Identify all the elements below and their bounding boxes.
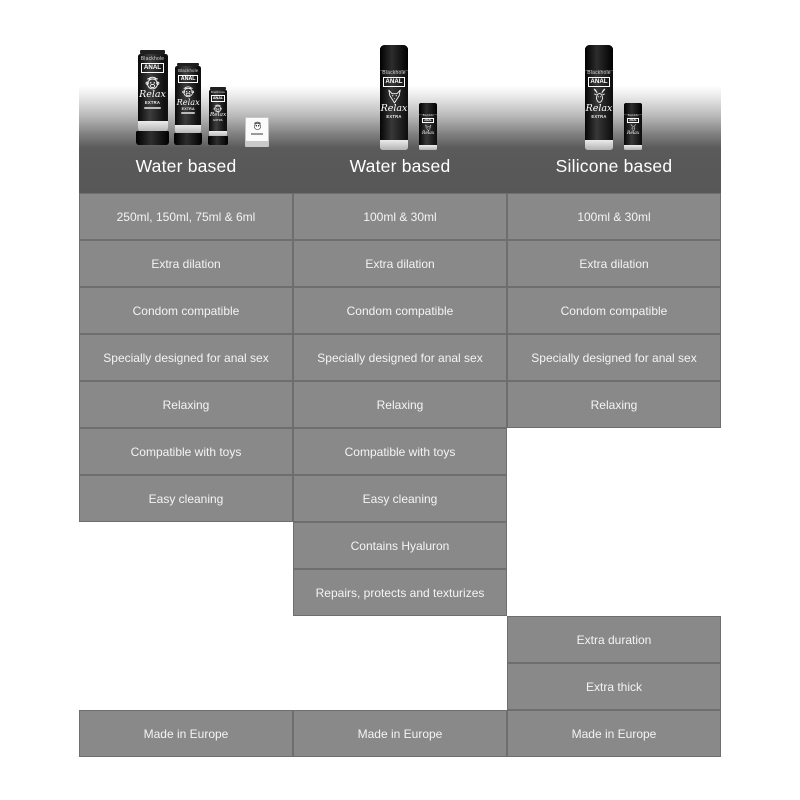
table-cell: Condom compatible [79, 287, 293, 334]
table-cell: 100ml & 30ml [507, 193, 721, 240]
gorilla-icon [252, 120, 263, 131]
table-cell: Made in Europe [293, 710, 507, 757]
table-cell [507, 569, 721, 616]
bottle-cap [380, 45, 408, 71]
table-cell: Relaxing [293, 381, 507, 428]
brand-label: Blackhole [627, 114, 639, 117]
product-line-label: ANAL [383, 77, 406, 87]
column-header-silicone: Silicone based [555, 156, 673, 176]
table-cell: Made in Europe [507, 710, 721, 757]
sachet-6ml [245, 117, 269, 147]
tube-cap [136, 131, 169, 146]
brand-label: Blackhole [140, 55, 165, 62]
table-cell: Easy cleaning [293, 475, 507, 522]
comparison-table [79, 193, 721, 757]
silver-band [624, 145, 642, 150]
product-line-label: ANAL [629, 117, 638, 122]
silver-band [138, 121, 168, 132]
product-line-label: ANAL [424, 117, 433, 122]
product-line-label: ANAL [141, 63, 164, 73]
brand-label: Blackhole [587, 69, 611, 76]
product-shot-water-bottles [375, 45, 475, 150]
brand-label: Blackhole [422, 114, 434, 117]
bottle-cap [585, 45, 613, 71]
relax-script-label: Relax [585, 102, 613, 114]
table-cell [79, 569, 293, 616]
table-cell: Extra dilation [79, 240, 293, 287]
product-line-label: ANAL [588, 77, 611, 87]
tube-150ml [174, 63, 202, 145]
table-cell: Specially designed for anal sex [79, 334, 293, 381]
tube-250ml [136, 50, 169, 145]
silver-band [585, 140, 613, 151]
table-cell: Relaxing [79, 381, 293, 428]
brand-label: Blackhole [178, 68, 199, 74]
relax-script-label: Relax [139, 88, 166, 100]
silver-band [419, 145, 437, 150]
table-cell [293, 663, 507, 710]
product-shot-water-tubes [128, 45, 278, 150]
table-cell: Specially designed for anal sex [293, 334, 507, 381]
table-cell: Extra duration [507, 616, 721, 663]
table-cell: Compatible with toys [79, 428, 293, 475]
silver-band [246, 141, 268, 146]
table-cell: Condom compatible [507, 287, 721, 334]
table-cell: Relaxing [507, 381, 721, 428]
brand-label: Blackhole [382, 69, 406, 76]
table-cell: Extra thick [507, 663, 721, 710]
relax-script-label: Relax [627, 130, 640, 136]
table-cell: Contains Hyaluron [293, 522, 507, 569]
table-cell [293, 616, 507, 663]
bottle-100ml [380, 45, 408, 150]
tube-75ml [208, 87, 228, 145]
product-shot-silicone-bottles [580, 45, 680, 150]
relax-script-label: Relax [176, 96, 200, 107]
feature-label: EXTRA [181, 106, 195, 111]
table-cell: 250ml, 150ml, 75ml & 6ml [79, 193, 293, 240]
product-line-label: ANAL [178, 75, 198, 84]
table-cell: Extra dilation [507, 240, 721, 287]
table-cell: Made in Europe [79, 710, 293, 757]
bottle-30ml [624, 103, 642, 150]
column-header-water-2: Water based [349, 156, 451, 176]
table-cell: Compatible with toys [293, 428, 507, 475]
product-line-label: ANAL [211, 95, 226, 102]
table-cell [79, 616, 293, 663]
bottle-100ml [585, 45, 613, 150]
brand-label: Blackhole [210, 90, 226, 95]
feature-label: EXTRA [591, 113, 607, 119]
relax-script-label: Relax [380, 102, 408, 114]
table-cell [507, 522, 721, 569]
table-cell [79, 663, 293, 710]
table-cell: Easy cleaning [79, 475, 293, 522]
feature-label: EXTRA [213, 118, 223, 122]
relax-script-label: Relax [422, 130, 435, 136]
table-cell: 100ml & 30ml [293, 193, 507, 240]
relax-script-label: Relax [209, 112, 227, 119]
feature-label: EXTRA [144, 99, 161, 105]
table-cell: Repairs, protects and texturizes [293, 569, 507, 616]
table-cell: Specially designed for anal sex [507, 334, 721, 381]
feature-label: EXTRA [386, 113, 402, 119]
silver-band [380, 140, 408, 151]
tube-crimp [140, 50, 165, 54]
table-cell [507, 475, 721, 522]
column-header-water-1: Water based [135, 156, 237, 176]
table-cell [79, 522, 293, 569]
bottle-30ml [419, 103, 437, 150]
table-cell: Condom compatible [293, 287, 507, 334]
table-cell: Extra dilation [293, 240, 507, 287]
table-cell [507, 428, 721, 475]
